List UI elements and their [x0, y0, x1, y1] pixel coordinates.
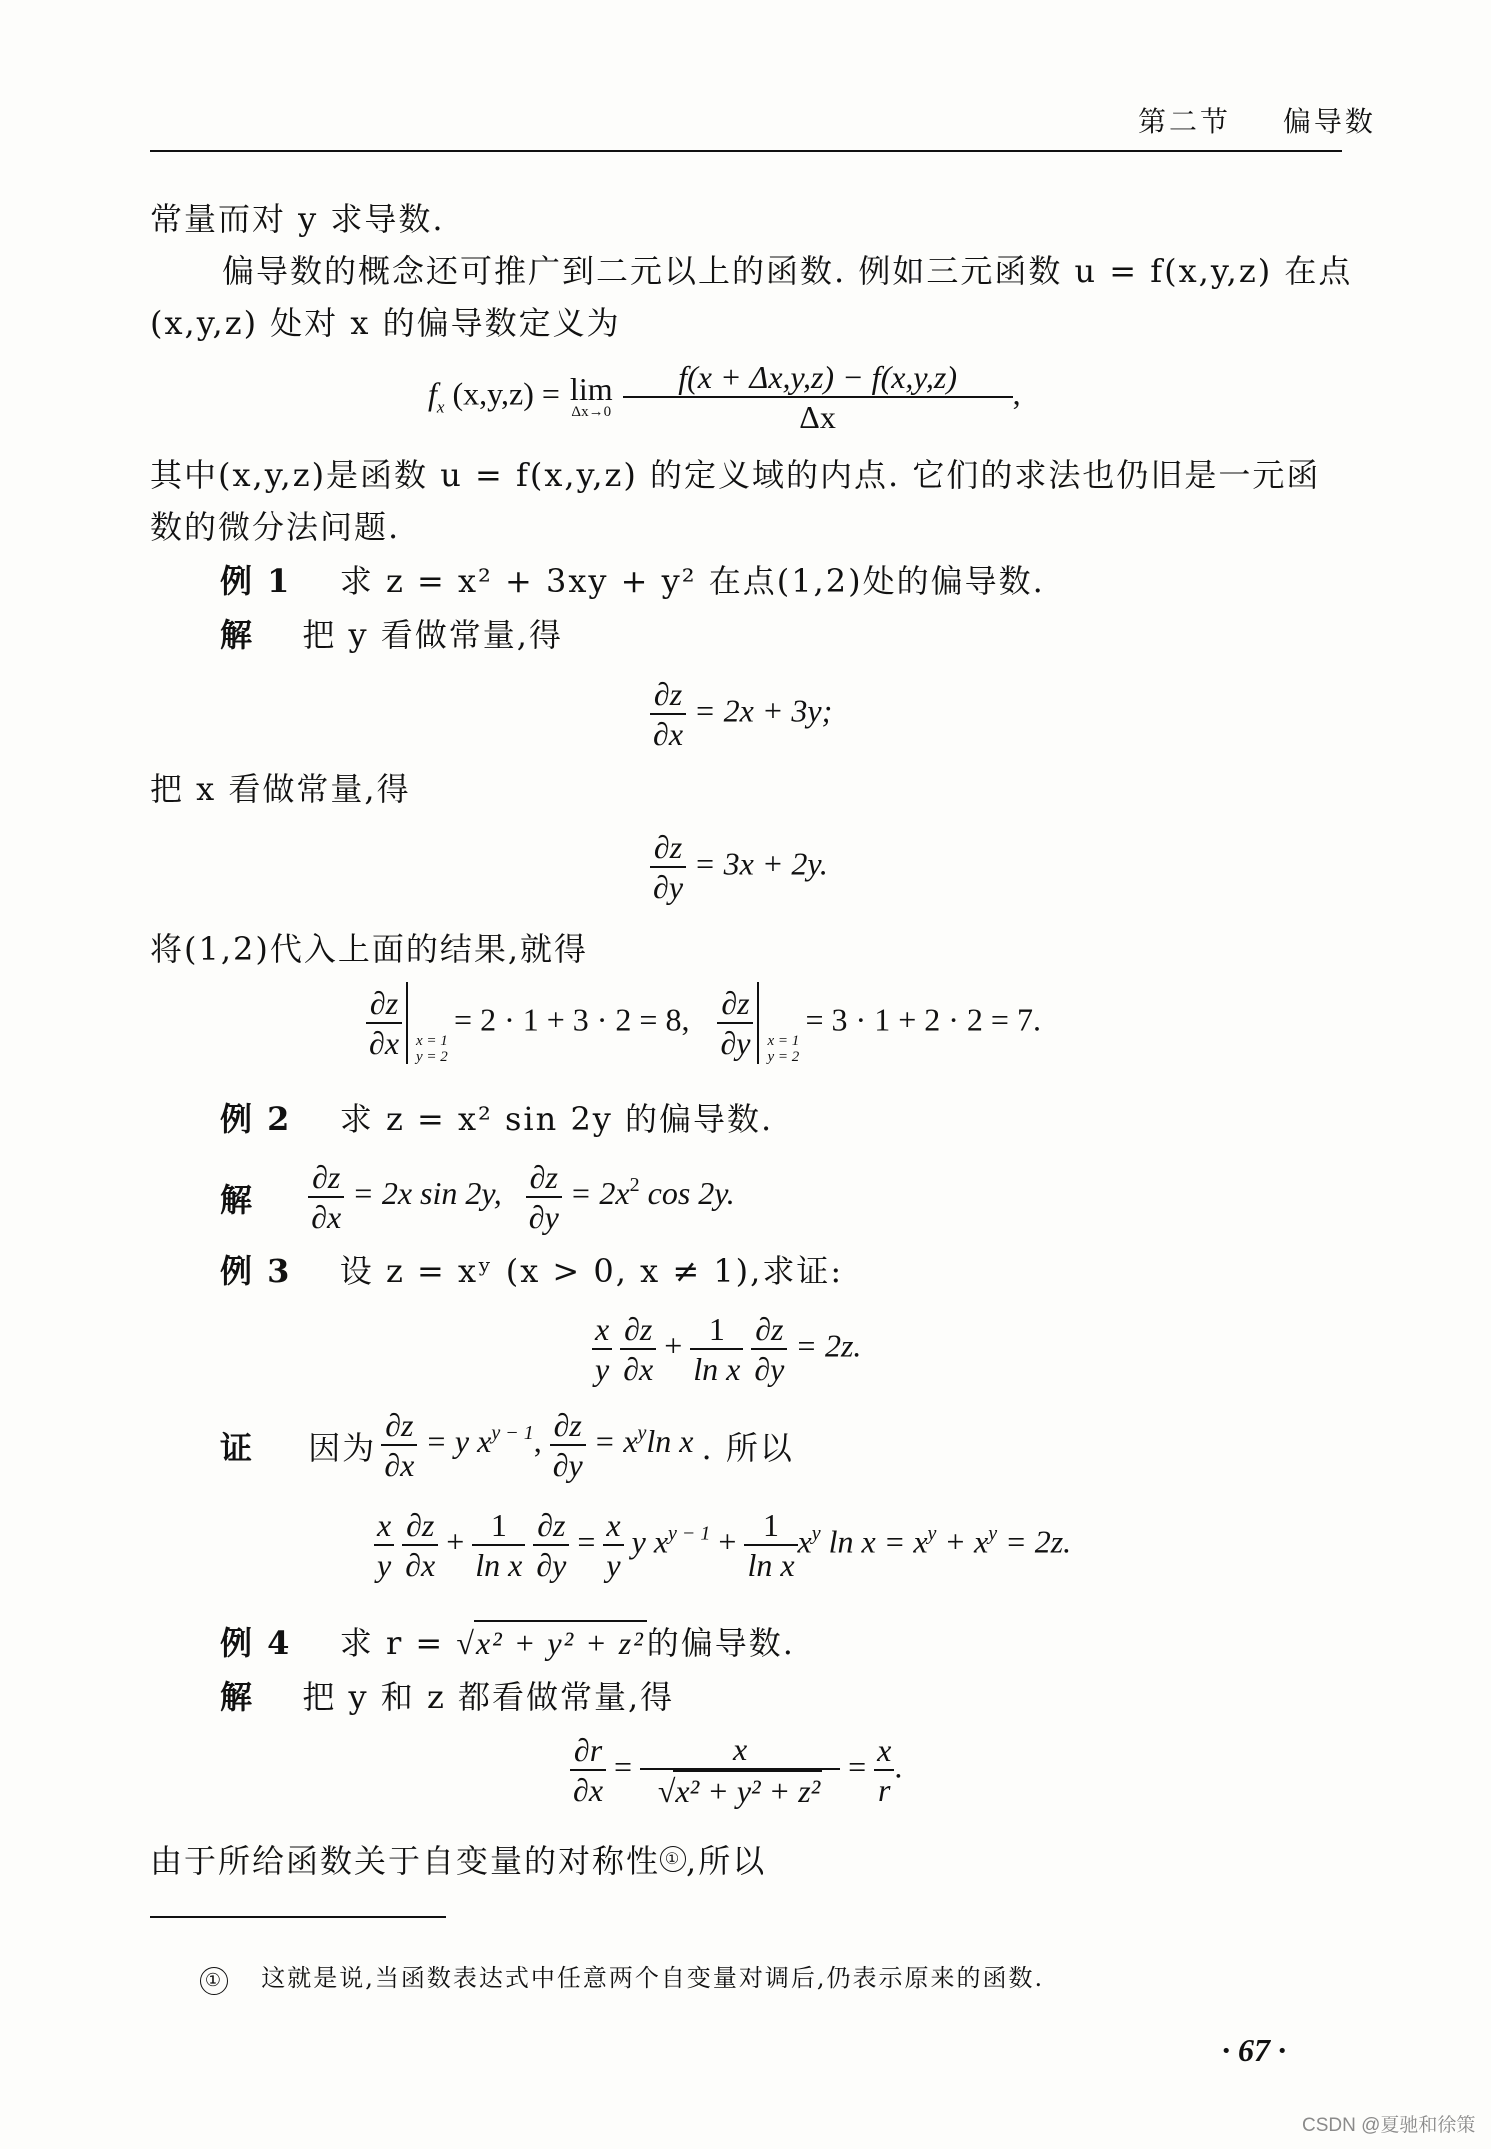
example-4-label: 例 4 — [220, 1624, 292, 1662]
text-line-5: 数的微分法问题. — [150, 508, 401, 546]
solution-4 — [220, 1676, 674, 1718]
text-line-1: 常量而对 y 求导数. — [150, 200, 445, 238]
example-4 — [220, 1620, 795, 1664]
header-rule — [150, 150, 1342, 152]
text-line-6: 把 x 看做常量,得 — [150, 770, 411, 808]
proof-computation: $\frac{x}{y}$ $\frac{\partial z}{\partial x}$ + $\frac{1}{\text{ln x}}$ $\frac{\partial z}{\partial y}$ = $\frac{x}{y}$ y $x^{y - 1}$ + $\frac{1}{\text{ln x}}$ $x^y$ $\ln x = x^y + x^y = 2z$. — [374, 1506, 1071, 1584]
footnote-rule — [150, 1916, 446, 1918]
example-3 — [220, 1250, 843, 1292]
solution-2: 解 $\frac{\partial z}{\partial x}$ = 2x sin 2y, $\frac{\partial z}{\partial y}$ = $2x^2$ cos 2y. — [220, 1159, 735, 1235]
example-3-text: 设 z = xʸ (x > 0, x ≠ 1),求证: — [339, 1252, 844, 1290]
example-1-label: 例 1 — [220, 562, 292, 600]
solution-4-label: 解 — [220, 1678, 255, 1716]
footnote-mark: ① — [200, 1967, 228, 1995]
example-1 — [220, 560, 1045, 602]
running-header — [1138, 100, 1376, 140]
dz-dy-equation: $\frac{\partial z}{\partial y}$ = 3x + 2y. — [650, 828, 828, 906]
section-title: 偏导数 — [1282, 105, 1376, 138]
dr-dx-equation: $\frac{\partial r}{\partial x}$ = $\frac{x}{\text{√x² + y² + z²}}$ = $\frac{x}{r}$ . — [570, 1730, 902, 1810]
proof-line-1: 证 因为 $\frac{\partial z}{\partial x}$ = y $x^{y - 1}$, $\frac{\partial z}{\partial y}$ = $x^y\ln$ x . 所以 — [220, 1407, 794, 1483]
identity-to-prove: $\frac{x}{y}$ $\frac{\partial z}{\partial x}$ + $\frac{1}{\text{ln x}}$ $\frac{\partial z}{\partial y}$ = 2z. — [592, 1310, 861, 1388]
sqrt-sign: √ — [456, 1625, 476, 1661]
footnote — [200, 1958, 1044, 1995]
section-label: 第二节 — [1138, 105, 1232, 138]
text-line-7: 将(1,2)代入上面的结果,就得 — [150, 930, 589, 968]
page-number: · 67 · — [1222, 2032, 1286, 2068]
footnote-text: 这就是说,当函数表达式中任意两个自变量对调后,仍表示原来的函数. — [261, 1964, 1045, 1992]
solution-4-text: 把 y 和 z 都看做常量,得 — [302, 1678, 675, 1716]
sqrt-radicand: x² + y² + z² — [474, 1620, 647, 1664]
proof-label: 证 — [220, 1428, 255, 1467]
text-line-3: (x,y,z) 处对 x 的偏导数定义为 — [150, 304, 621, 342]
solution-1-text: 把 y 看做常量,得 — [302, 616, 563, 654]
example-2-text: 求 z = x² sin 2y 的偏导数. — [339, 1100, 774, 1138]
example-1-text: 求 z = x² + 3xy + y² 在点(1,2)处的偏导数. — [339, 562, 1045, 600]
partial-definition-formula: $f_x$ (x,y,z) = lim Δx→0 $\frac{f(x + \Delta x,y,z) - f(x,y,z)}{\Delta x}$ , — [428, 359, 1021, 435]
solution-label: 解 — [220, 616, 255, 654]
example-2 — [220, 1098, 773, 1140]
example-4-post: 的偏导数. — [646, 1624, 795, 1662]
text-line-4: 其中(x,y,z)是函数 u = f(x,y,z) 的定义域的内点. 它们的求法也仍旧是一元函 — [150, 456, 1321, 494]
solution-2-label: 解 — [220, 1180, 255, 1219]
proof-end: . 所以 — [701, 1428, 794, 1467]
example-4-pre: 求 r = — [339, 1624, 445, 1662]
solution-1 — [220, 614, 563, 656]
text-line-8: 由于所给函数关于自变量的对称性 ① ,所以 — [150, 1842, 767, 1880]
dz-dx-equation: $\frac{\partial z}{\partial x}$ = 2x + 3y; — [650, 675, 832, 753]
proof-intro: 因为 — [308, 1428, 377, 1467]
evaluation-equations: $\frac{\partial z}{\partial x}$ x = 1 y = 2 = 2 · 1 + 3 · 2 = 8, $\frac{\partial z}{\partial y}$ x = 1 y = 2 = 3 · 1 + 2 · 2 = 7. — [366, 982, 1041, 1064]
text-line-2: 偏导数的概念还可推广到二元以上的函数. 例如三元函数 u = f(x,y,z) 在点 — [222, 252, 1353, 290]
example-3-label: 例 3 — [220, 1252, 292, 1290]
footnote-ref-mark: ① — [660, 1846, 686, 1872]
example-2-label: 例 2 — [220, 1100, 292, 1138]
watermark: CSDN @夏驰和徐策 — [1302, 2115, 1476, 2136]
